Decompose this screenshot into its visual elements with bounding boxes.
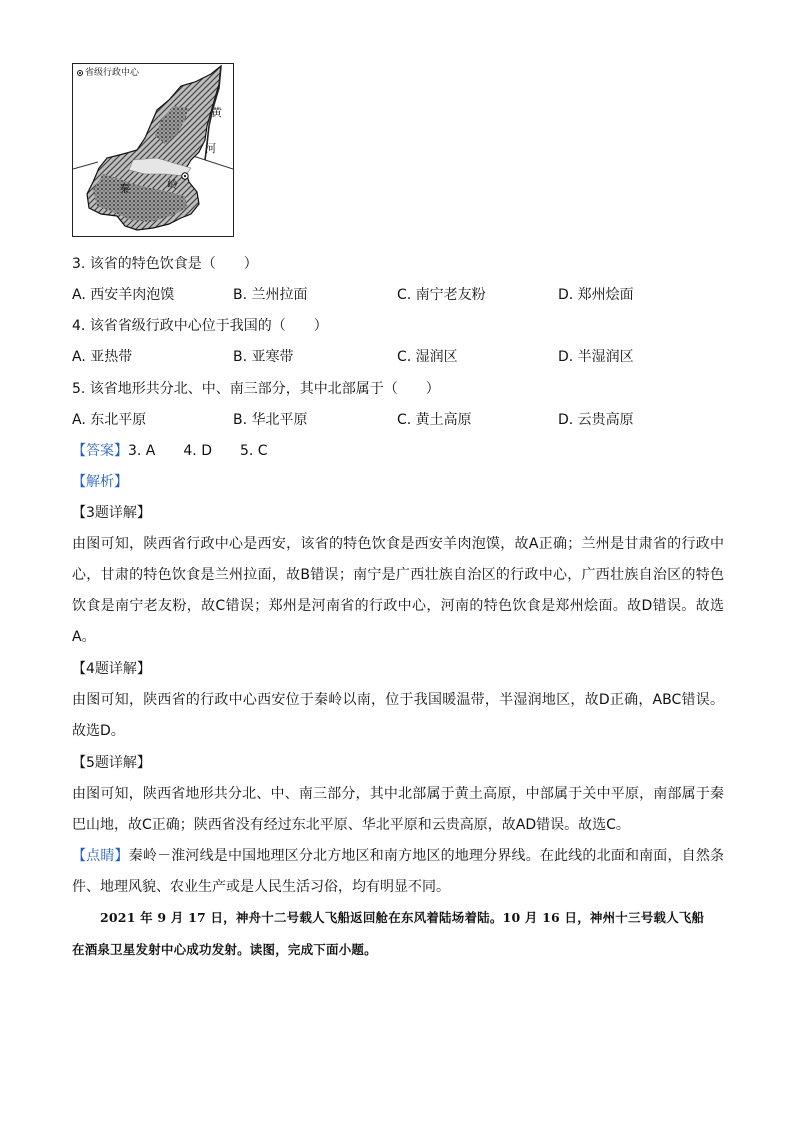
question-5-option-b: B. 华北平原 xyxy=(233,412,308,428)
map-legend-label: 省级行政中心 xyxy=(85,68,140,78)
question-4-option-b: B. 亚寒带 xyxy=(233,349,294,365)
map-label-qin: 秦 xyxy=(119,182,130,195)
answer-text: 3. A 4. D 5. C xyxy=(128,443,268,459)
map-label-huang: 黄 xyxy=(211,106,222,119)
note-paragraph xyxy=(72,841,724,903)
map-label-ling: 岭 xyxy=(167,178,178,191)
intro-line-1: 2021 年 9 月 17 日，神舟十二号载人飞船返回舱在东风着陆场着陆。10 月 16 日，神州十三号载人飞船 xyxy=(100,910,705,925)
question-4-option-d: D. 半湿润区 xyxy=(558,349,634,365)
capital-symbol-icon xyxy=(77,70,83,76)
answer-tag: 【答案】 xyxy=(72,443,128,459)
analysis-tag: 【解析】 xyxy=(72,474,128,490)
question-3-option-b: B. 兰州拉面 xyxy=(233,287,308,303)
question-5-option-c: C. 黄土高原 xyxy=(397,412,472,428)
detail-3-heading: 【3题详解】 xyxy=(72,505,151,521)
note-text: 秦岭－淮河线是中国地理区分北方地区和南方地区的地理分界线。在此线的北面和南面，自然条件、地理风貌、农业生产或是人民生活习俗，均有明显不同。 xyxy=(72,848,725,895)
note-tag: 【点睛】 xyxy=(72,848,129,864)
question-5-stem: 5. 该省地形共分北、中、南三部分，其中北部属于（ ） xyxy=(72,381,440,397)
map-figure xyxy=(72,63,234,237)
detail-5-text: 由图可知，陕西省地形共分北、中、南三部分，其中北部属于黄土高原，中部属于关中平原，南部属于秦巴山地，故C正确；陕西省没有经过东北平原、华北平原和云贵高原，故AD错误。故选C。 xyxy=(72,786,724,833)
map-label-he: 河 xyxy=(205,142,216,155)
detail-3-text: 由图可知，陕西省行政中心是西安，该省的特色饮食是西安羊肉泡馍，故A正确；兰州是甘肃省的行政中心，甘肃的特色饮食是兰州拉面，故B错误；南宁是广西壮族自治区的行政中心，广西壮族自治区的特色饮食是南宁老友粉，故C错误；郑州是河南省的行政中心，河南的特色饮食是郑州烩面。故D错误。故选A。 xyxy=(72,536,724,645)
question-5-option-a: A. 东北平原 xyxy=(72,412,147,428)
question-4-stem: 4. 该省省级行政中心位于我国的（ ） xyxy=(72,318,328,334)
question-3-option-c: C. 南宁老友粉 xyxy=(397,287,486,303)
answer-line xyxy=(72,441,268,461)
detail-4-heading: 【4题详解】 xyxy=(72,661,151,677)
question-4-option-a: A. 亚热带 xyxy=(72,349,133,365)
detail-4-text: 由图可知，陕西省的行政中心西安位于秦岭以南，位于我国暖温带，半湿润地区，故D正确，ABC错误。故选D。 xyxy=(72,692,724,739)
detail-5-heading: 【5题详解】 xyxy=(72,755,151,771)
question-3-stem: 3. 该省的特色饮食是（ ） xyxy=(72,256,258,272)
intro-line-2: 在酒泉卫星发射中心成功发射。读图，完成下面小题。 xyxy=(72,942,377,957)
question-5-option-d: D. 云贵高原 xyxy=(558,412,634,428)
question-3-option-a: A. 西安羊肉泡馍 xyxy=(72,287,175,303)
question-3-option-d: D. 郑州烩面 xyxy=(558,287,634,303)
question-4-option-c: C. 湿润区 xyxy=(397,349,458,365)
map-legend xyxy=(77,67,139,79)
